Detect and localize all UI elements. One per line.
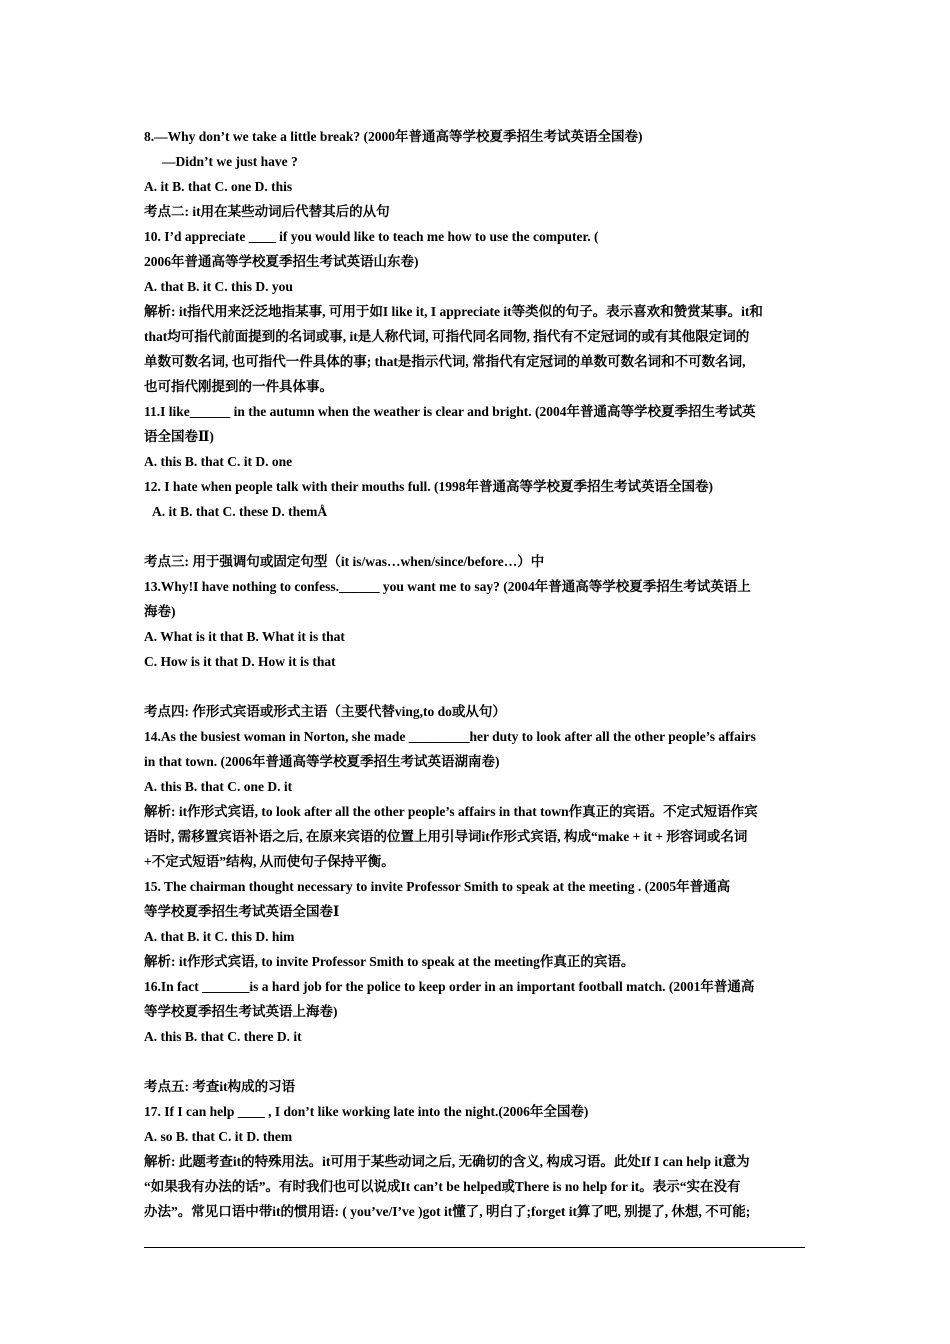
question-14-options: A. this B. that C. one D. it — [144, 779, 293, 794]
blank-line — [144, 524, 809, 549]
explanation-10-line-2: that均可指代前面提到的名词或事, it是人称代词, 可指代同名同物, 指代有不定冠词的或有其他限定词的 — [144, 329, 750, 344]
question-15-stem: 15. The chairman thought necessary to invite Professor Smith to speak at the meeting . (2005年普通高 — [144, 879, 731, 894]
document-body — [144, 124, 809, 1224]
explanation-10-line-4: 也可指代刚提到的一件具体事。 — [144, 379, 333, 394]
question-17-options: A. so B. that C. it D. them — [144, 1129, 293, 1144]
question-10-source: 2006年普通高等学校夏季招生考试英语山东卷) — [144, 254, 419, 269]
explanation-14-line-3: +不定式短语”结构, 从而使句子保持平衡。 — [144, 854, 395, 869]
question-16-source: 等学校夏季招生考试英语上海卷) — [144, 1004, 338, 1019]
question-13-source: 海卷) — [144, 604, 176, 619]
question-11-source: 语全国卷Ⅱ) — [144, 429, 214, 444]
section-heading-3: 考点三: 用于强调句或固定句型（it is/was…when/since/before…）中 — [144, 554, 545, 569]
question-16-options: A. this B. that C. there D. it — [144, 1029, 302, 1044]
question-10-options: A. that B. it C. this D. you — [144, 279, 293, 294]
footer-rule — [144, 1247, 805, 1248]
section-heading-2: 考点二: it用在某些动词后代替其后的从句 — [144, 204, 390, 219]
question-8-options: A. it B. that C. one D. this — [144, 179, 293, 194]
question-13-stem: 13.Why!I have nothing to confess.______ you want me to say? (2004年普通高等学校夏季招生考试英语上 — [144, 579, 751, 594]
question-17-stem: 17. If I can help ____ , I don’t like working late into the night.(2006年全国卷) — [144, 1104, 589, 1119]
question-12-stem: 12. I hate when people talk with their mouths full. (1998年普通高等学校夏季招生考试英语全国卷) — [144, 479, 714, 494]
question-15-options: A. that B. it C. this D. him — [144, 929, 295, 944]
question-13-options-ab: A. What is it that B. What it is that — [144, 629, 345, 644]
explanation-14-line-1: 解析: it作形式宾语, to look after all the other people’s affairs in that town作真正的宾语。不定式短语作宾 — [144, 804, 758, 819]
explanation-15: 解析: it作形式宾语, to invite Professor Smith to speak at the meeting作真正的宾语。 — [144, 954, 635, 969]
question-16-stem: 16.In fact _______is a hard job for the police to keep order in an important football match. (2001年普通高 — [144, 979, 755, 994]
explanation-14-line-2: 语时, 需移置宾语补语之后, 在原来宾语的位置上用引导词it作形式宾语, 构成“make + it + 形容词或名词 — [144, 829, 748, 844]
question-11-stem: 11.I like______ in the autumn when the weather is clear and bright. (2004年普通高等学校夏季招生考试英 — [144, 404, 756, 419]
explanation-10-line-3: 单数可数名词, 也可指代一件具体的事; that是指示代词, 常指代有定冠词的单数可数名词和不可数名词, — [144, 354, 746, 369]
question-8-stem: 8.—Why don’t we take a little break? (2000年普通高等学校夏季招生考试英语全国卷) — [144, 129, 643, 144]
question-14-stem: 14.As the busiest woman in Norton, she made _________her duty to look after all the other people’s affairs — [144, 729, 756, 744]
blank-line — [144, 674, 809, 699]
question-12-options: A. it B. that C. these D. themÅ — [152, 504, 328, 519]
explanation-17-line-3: 办法”。常见口语中带it的惯用语: ( you’ve/I’ve )got it懂了, 明白了;forget it算了吧, 别提了, 休想, 不可能; — [144, 1204, 751, 1219]
explanation-17-line-2: “如果我有办法的话”。有时我们也可以说成It can’t be helped或There is no help for it。表示“实在没有 — [144, 1179, 741, 1194]
question-11-options: A. this B. that C. it D. one — [144, 454, 293, 469]
explanation-17-line-1: 解析: 此题考查it的特殊用法。it可用于某些动词之后, 无确切的含义, 构成习语。此处If I can help it意为 — [144, 1154, 750, 1169]
question-13-options-cd: C. How is it that D. How it is that — [144, 654, 336, 669]
question-10-stem: 10. I’d appreciate ____ if you would like to teach me how to use the computer. ( — [144, 229, 599, 244]
question-14-source: in that town. (2006年普通高等学校夏季招生考试英语湖南卷) — [144, 754, 500, 769]
section-heading-4: 考点四: 作形式宾语或形式主语（主要代替ving,to do或从句） — [144, 704, 506, 719]
blank-line — [144, 1049, 809, 1074]
question-8-reply: —Didn’t we just have ? — [162, 154, 298, 169]
question-15-source: 等学校夏季招生考试英语全国卷Ⅰ — [144, 904, 340, 919]
explanation-10-line-1: 解析: it指代用来泛泛地指某事, 可用于如I like it, I appreciate it等类似的句子。表示喜欢和赞赏某事。it和 — [144, 304, 763, 319]
section-heading-5: 考点五: 考查it构成的习语 — [144, 1079, 296, 1094]
